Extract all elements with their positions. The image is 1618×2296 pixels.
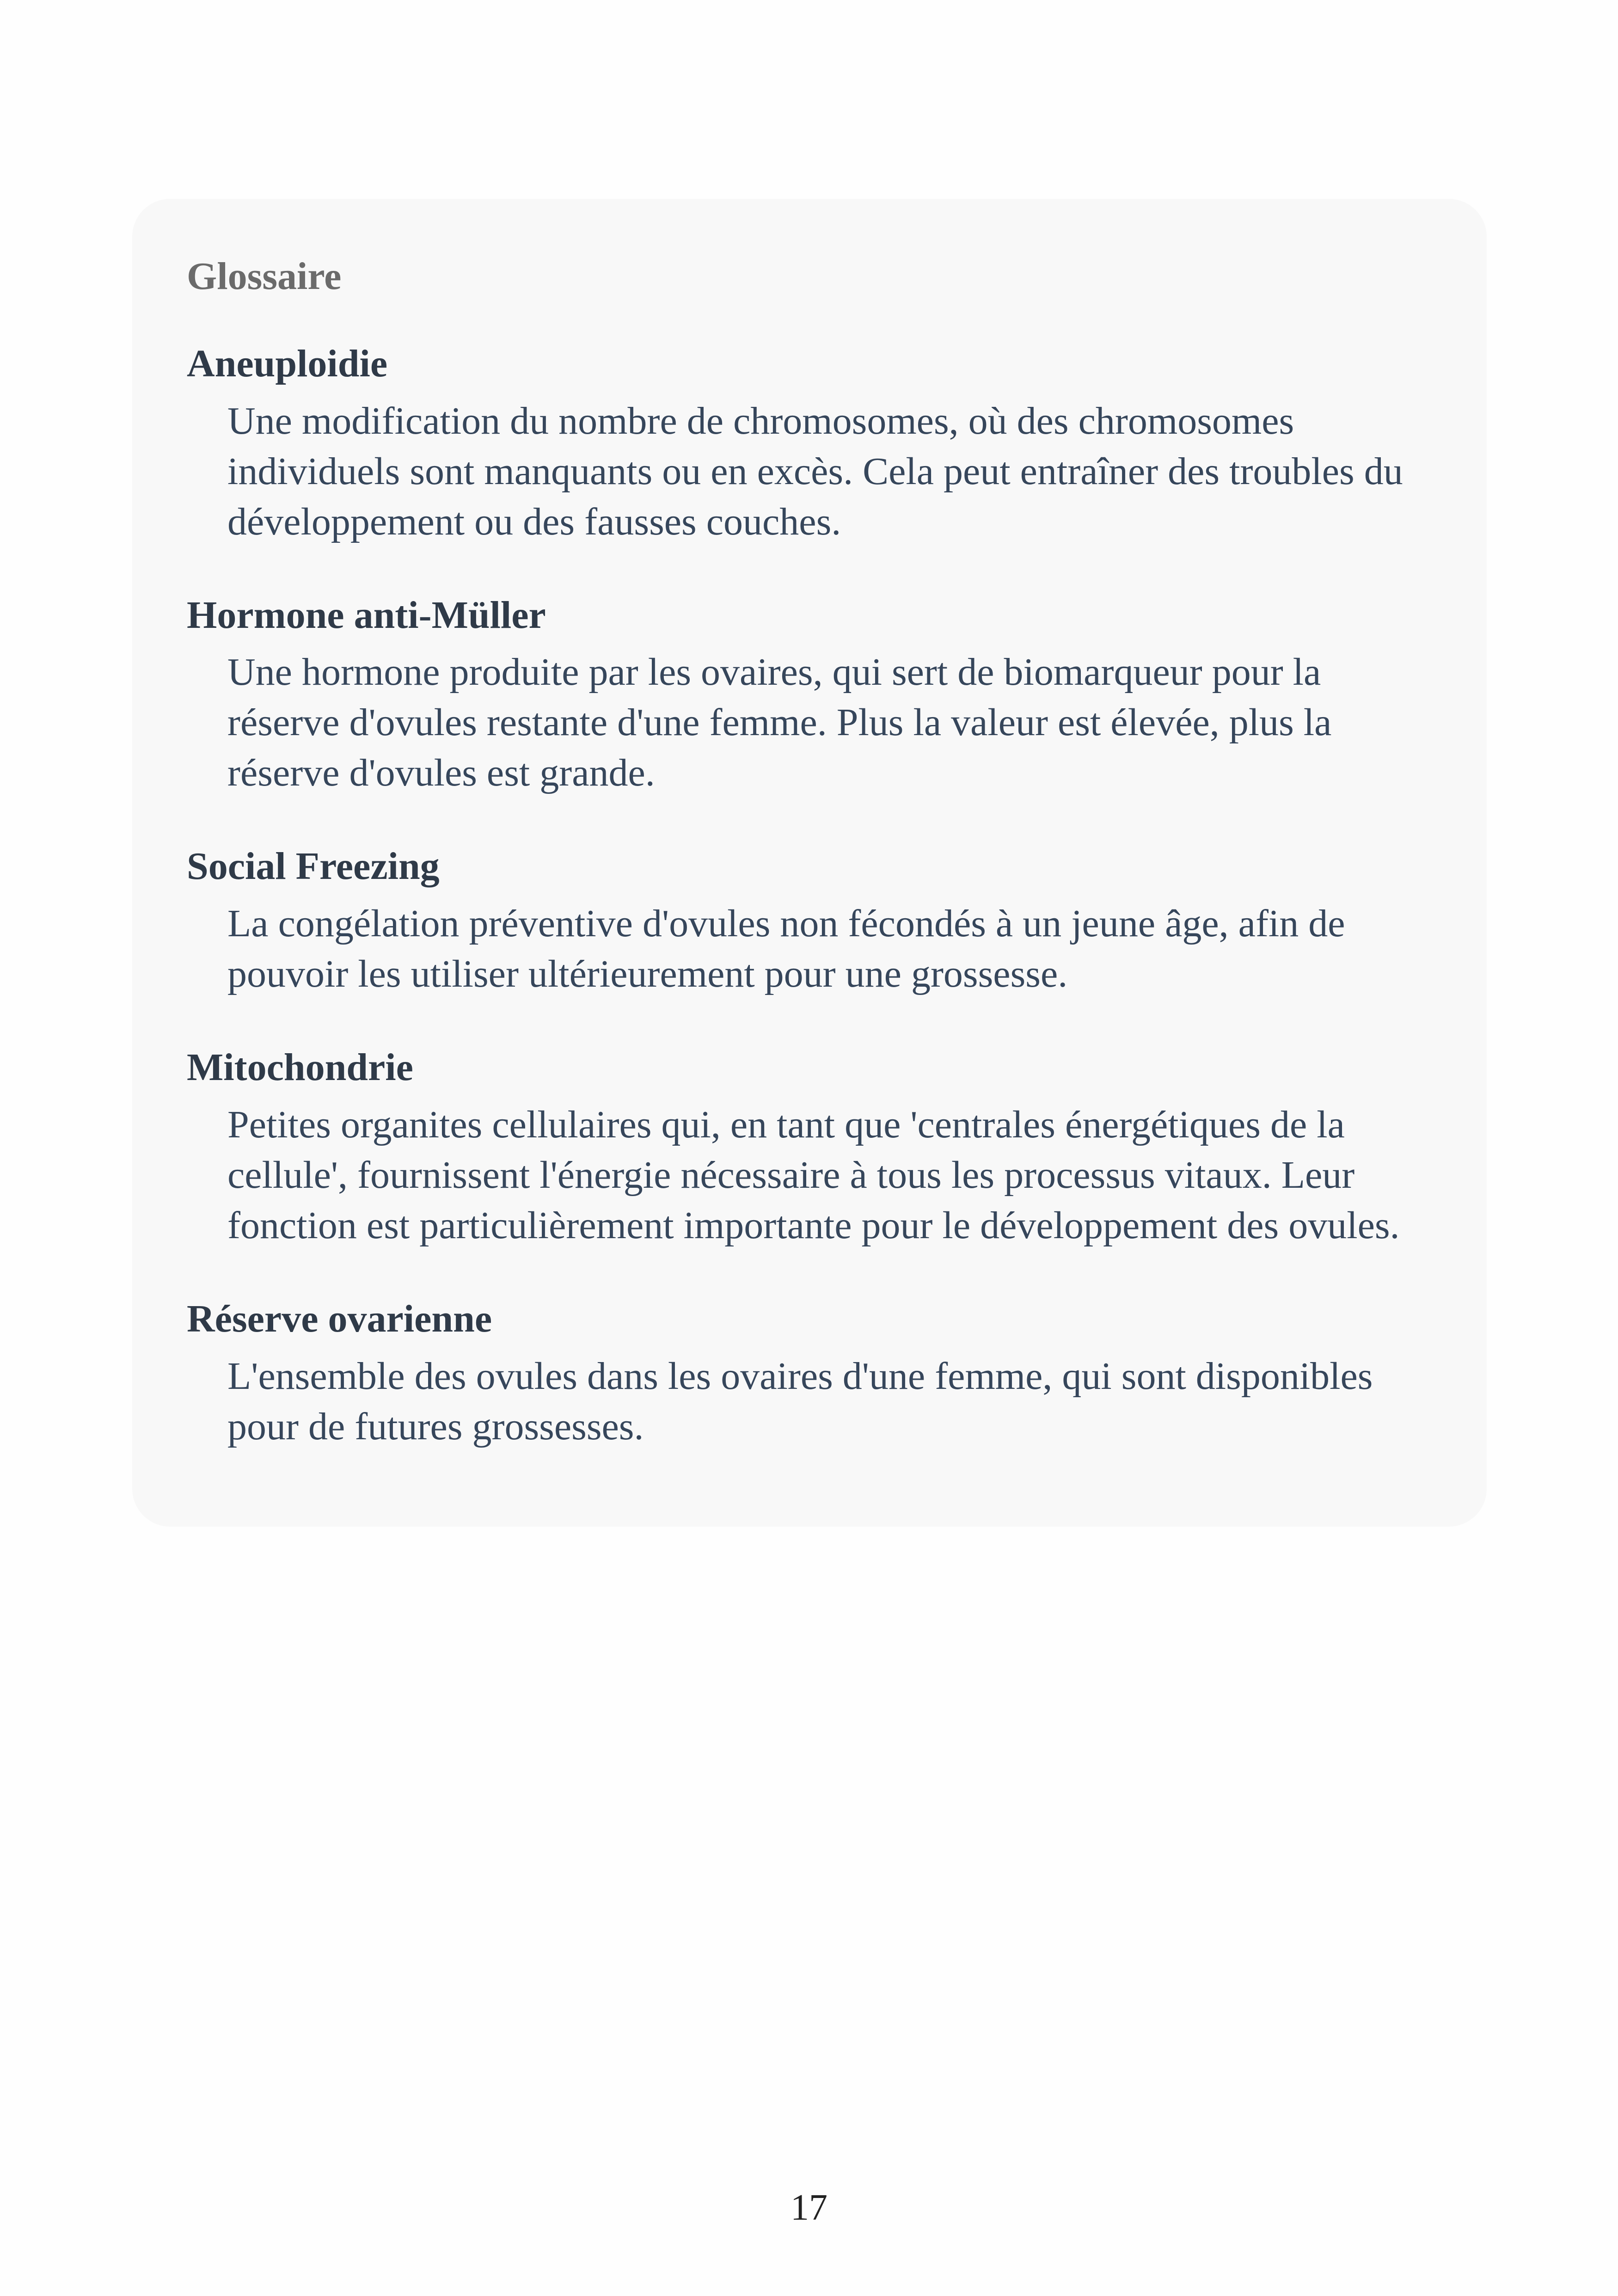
glossary-entry-reserve-ovarienne bbox=[187, 1296, 1432, 1452]
glossary-term: Réserve ovarienne bbox=[187, 1297, 492, 1340]
glossary-definition: Une hormone produite par les ovaires, qui sert de biomarqueur pour la réserve d'ovules restante d'une femme. Plus la valeur est élevée, plus la réserve d'ovules est grande. bbox=[227, 651, 1332, 795]
glossary-title: Glossaire bbox=[187, 255, 342, 298]
glossary-term: Aneuploidie bbox=[187, 342, 388, 385]
glossary-term: Hormone anti-Müller bbox=[187, 593, 546, 637]
glossary-entry-social-freezing bbox=[187, 843, 1432, 999]
glossary-term: Mitochondrie bbox=[187, 1046, 413, 1089]
glossary-definition: L'ensemble des ovules dans les ovaires d'une femme, qui sont disponibles pour de futures grossesses. bbox=[227, 1354, 1373, 1448]
glossary-definition: La congélation préventive d'ovules non fécondés à un jeune âge, afin de pouvoir les utiliser ultérieurement pour une grossesse. bbox=[227, 902, 1345, 996]
glossary-definition: Petites organites cellulaires qui, en tant que 'centrales énergétiques de la cellule', fournissent l'énergie nécessaire à tous les processus vitaux. Leur fonction est particulièrement importante pour le développement des ovules. bbox=[227, 1103, 1400, 1247]
glossary-entry-hormone-anti-muller bbox=[187, 592, 1432, 798]
glossary-term: Social Freezing bbox=[187, 845, 440, 888]
glossary-box bbox=[132, 199, 1487, 1527]
page-number: 17 bbox=[791, 2187, 827, 2228]
glossary-entry-aneuploidie bbox=[187, 341, 1432, 547]
glossary-definition: Une modification du nombre de chromosomes, où des chromosomes individuels sont manquants ou en excès. Cela peut entraîner des troubles du développement ou des fausses couches. bbox=[227, 399, 1403, 543]
glossary-entry-mitochondrie bbox=[187, 1044, 1432, 1251]
